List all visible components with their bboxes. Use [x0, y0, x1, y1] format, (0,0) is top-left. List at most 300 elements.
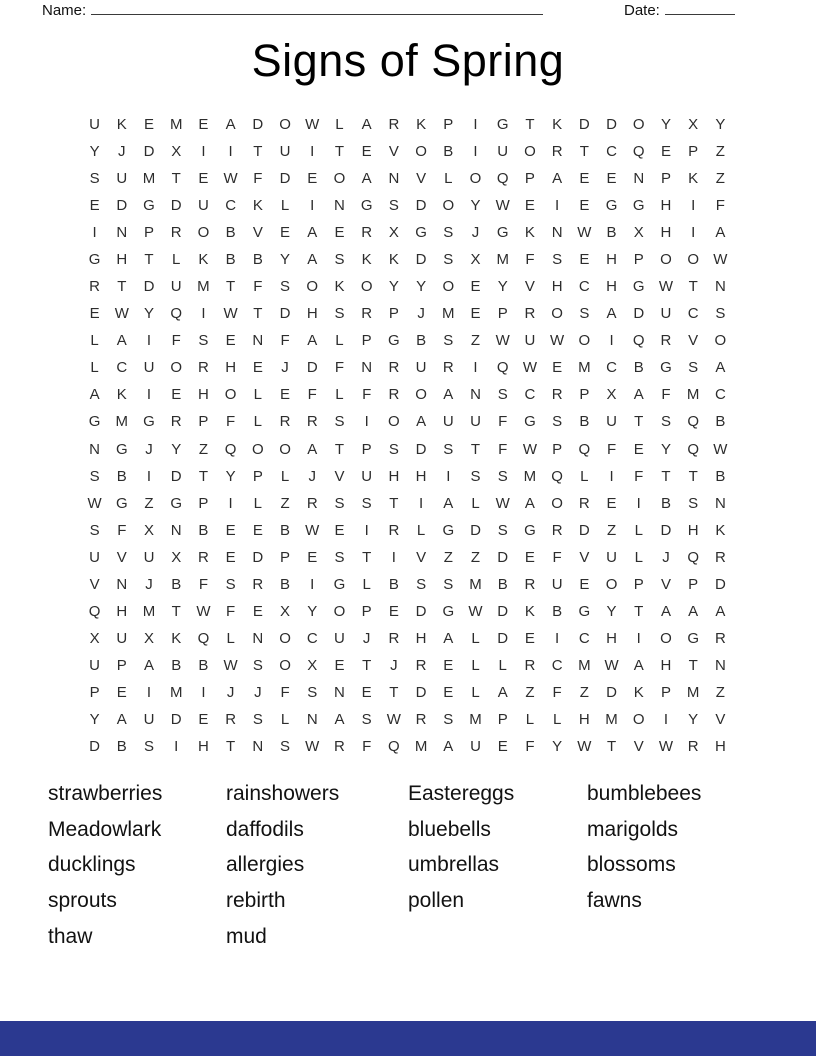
grid-letter: D — [170, 467, 182, 485]
grid-letter: G — [115, 494, 128, 512]
grid-letter: G — [88, 413, 101, 431]
grid-letter: N — [170, 521, 182, 539]
grid-letter: E — [606, 494, 617, 512]
grid-letter: W — [522, 440, 538, 458]
grid-letter: B — [416, 332, 427, 350]
grid-letter: O — [578, 332, 591, 350]
grid-letter: G — [170, 494, 183, 512]
grid-letter: E — [524, 548, 535, 566]
grid-letter: E — [524, 197, 535, 215]
word-list-item: thaw — [48, 924, 93, 948]
grid-letter: U — [89, 116, 101, 134]
grid-letter: O — [660, 251, 672, 269]
grid-letter: O — [524, 143, 536, 161]
grid-letter: M — [142, 602, 156, 620]
grid-letter: R — [279, 413, 291, 431]
grid-letter: Q — [687, 440, 700, 458]
grid-letter: U — [143, 548, 155, 566]
grid-letter: O — [197, 224, 210, 242]
word-list-item: daffodils — [226, 817, 304, 841]
grid-letter: R — [306, 413, 318, 431]
grid-letter: E — [225, 332, 236, 350]
grid-letter: E — [334, 224, 345, 242]
grid-letter: S — [334, 251, 345, 269]
grid-letter: O — [632, 116, 645, 134]
grid-letter: D — [415, 602, 427, 620]
grid-letter: R — [306, 494, 318, 512]
grid-letter: L — [335, 386, 344, 404]
grid-letter: U — [497, 143, 509, 161]
grid-letter: S — [715, 305, 726, 323]
date-block — [624, 1, 735, 19]
grid-letter: I — [201, 143, 206, 161]
grid-letter: U — [361, 467, 373, 485]
grid-letter: B — [388, 575, 399, 593]
grid-letter: V — [416, 170, 427, 188]
grid-letter: C — [606, 359, 617, 377]
grid-letter: P — [198, 494, 209, 512]
grid-letter: B — [171, 656, 182, 674]
grid-letter: N — [252, 332, 264, 350]
grid-letter: G — [578, 602, 591, 620]
word-list-column — [587, 776, 757, 955]
grid-letter: U — [551, 575, 563, 593]
word-list — [48, 776, 778, 955]
word-list-item: pollen — [408, 889, 465, 913]
grid-letter: A — [144, 656, 155, 674]
grid-letter: E — [443, 683, 454, 701]
grid-letter: T — [688, 278, 698, 296]
grid-letter: N — [714, 656, 726, 674]
grid-letter: S — [443, 224, 454, 242]
grid-letter: T — [253, 305, 263, 323]
grid-letter: B — [225, 224, 236, 242]
grid-letter: O — [415, 386, 427, 404]
grid-letter: M — [115, 413, 129, 431]
grid-letter: E — [307, 170, 318, 188]
grid-letter: H — [606, 629, 617, 647]
grid-letter: Q — [632, 332, 645, 350]
grid-letter: N — [252, 629, 264, 647]
grid-letter: T — [334, 143, 345, 161]
grid-letter: D — [279, 305, 291, 323]
grid-letter: H — [306, 305, 318, 323]
grid-letter: I — [663, 710, 669, 728]
grid-letter: L — [634, 521, 643, 539]
grid-letter: S — [388, 197, 399, 215]
grid-letter: K — [552, 116, 563, 134]
grid-letter: H — [551, 278, 563, 296]
grid-letter: B — [660, 494, 671, 512]
grid-letter: E — [388, 602, 399, 620]
grid-letter: T — [171, 170, 181, 188]
grid-letter: G — [115, 440, 128, 458]
grid-letter: U — [524, 332, 536, 350]
grid-letter: Z — [144, 494, 154, 512]
grid-letter: M — [414, 737, 428, 755]
grid-letter: L — [172, 251, 181, 269]
grid-letter: B — [171, 575, 182, 593]
grid-letter: I — [691, 224, 696, 242]
grid-letter: R — [524, 575, 536, 593]
grid-letter: E — [361, 143, 372, 161]
grid-letter: S — [497, 521, 508, 539]
grid-letter: D — [116, 197, 128, 215]
grid-letter: G — [143, 197, 155, 215]
grid-letter: W — [495, 332, 510, 350]
grid-letter: A — [443, 737, 454, 755]
grid-letter: H — [225, 359, 237, 377]
grid-letter: U — [116, 629, 128, 647]
grid-letter: D — [170, 197, 182, 215]
grid-letter: B — [715, 413, 726, 431]
grid-letter: J — [362, 629, 371, 647]
grid-letter: P — [633, 251, 644, 269]
word-list-item: mud — [226, 924, 267, 948]
grid-letter: R — [415, 710, 427, 728]
word-list-item: allergies — [226, 853, 305, 877]
grid-letter: R — [225, 710, 237, 728]
grid-letter: Y — [89, 710, 100, 728]
word-list-item: fawns — [587, 889, 642, 913]
grid-letter: A — [116, 332, 127, 350]
grid-letter: W — [495, 494, 510, 512]
grid-letter: K — [633, 683, 644, 701]
grid-letter: L — [471, 683, 480, 701]
grid-letter: A — [89, 386, 100, 404]
grid-letter: R — [388, 116, 400, 134]
grid-letter: L — [90, 359, 99, 377]
grid-letter: X — [171, 143, 182, 161]
grid-letter: D — [306, 359, 318, 377]
grid-letter: O — [333, 170, 346, 188]
grid-letter: R — [388, 386, 400, 404]
grid-letter: N — [388, 170, 400, 188]
grid-letter: E — [144, 116, 155, 134]
grid-letter: D — [497, 629, 509, 647]
grid-letter: O — [333, 602, 346, 620]
grid-letter: C — [606, 143, 617, 161]
name-block — [42, 1, 543, 19]
grid-letter: R — [687, 737, 699, 755]
grid-letter: N — [714, 494, 726, 512]
grid-letter: E — [198, 170, 209, 188]
grid-letter: Q — [496, 359, 509, 377]
grid-letter: V — [633, 737, 644, 755]
grid-letter: B — [606, 224, 617, 242]
grid-letter: S — [388, 440, 399, 458]
grid-letter: I — [146, 683, 152, 701]
grid-letter: A — [307, 224, 318, 242]
grid-letter: F — [552, 548, 562, 566]
grid-letter: K — [688, 170, 699, 188]
grid-letter: W — [223, 170, 238, 188]
grid-letter: Z — [525, 683, 535, 701]
grid-letter: J — [308, 467, 317, 485]
grid-letter: B — [497, 575, 508, 593]
grid-letter: Y — [552, 737, 563, 755]
grid-letter: M — [469, 575, 482, 593]
grid-letter: I — [636, 629, 641, 647]
grid-letter: I — [146, 332, 152, 350]
name-fill-line[interactable] — [91, 1, 543, 15]
grid-letter: K — [334, 278, 345, 296]
grid-letter: S — [361, 494, 372, 512]
grid-letter: B — [633, 359, 644, 377]
grid-letter: A — [497, 683, 508, 701]
grid-letter: Y — [470, 197, 481, 215]
grid-letter: S — [688, 494, 699, 512]
grid-letter: H — [198, 386, 209, 404]
grid-letter: P — [633, 575, 644, 593]
grid-letter: Q — [551, 467, 563, 485]
grid-letter: F — [525, 737, 535, 755]
grid-letter: Y — [388, 278, 399, 296]
grid-letter: V — [334, 467, 345, 485]
grid-letter: E — [198, 710, 209, 728]
grid-letter: V — [660, 575, 671, 593]
grid-letter: T — [688, 656, 698, 674]
grid-letter: J — [390, 656, 398, 674]
grid-letter: G — [524, 413, 536, 431]
grid-letter: I — [419, 494, 424, 512]
grid-letter: K — [524, 224, 535, 242]
grid-letter: R — [578, 494, 590, 512]
grid-letter: W — [305, 737, 320, 755]
grid-letter: A — [552, 170, 563, 188]
grid-letter: B — [252, 251, 263, 269]
grid-letter: E — [89, 197, 100, 215]
grid-letter: Q — [224, 440, 237, 458]
grid-letter: S — [497, 467, 508, 485]
grid-letter: G — [524, 521, 536, 539]
grid-letter: M — [578, 656, 591, 674]
grid-letter: B — [280, 575, 291, 593]
grid-letter: S — [552, 251, 563, 269]
grid-letter: K — [116, 386, 127, 404]
grid-letter: S — [334, 305, 345, 323]
grid-letter: P — [361, 602, 372, 620]
grid-letter: P — [361, 332, 372, 350]
grid-letter: U — [143, 710, 155, 728]
grid-letter: U — [470, 737, 481, 755]
grid-letter: M — [142, 170, 156, 188]
grid-letter: H — [606, 278, 617, 296]
grid-letter: Y — [89, 143, 100, 161]
grid-letter: S — [144, 737, 155, 755]
grid-letter: G — [687, 629, 700, 647]
grid-letter: F — [334, 359, 345, 377]
word-list-column — [226, 776, 408, 955]
grid-letter: S — [443, 251, 454, 269]
grid-letter: V — [116, 548, 127, 566]
grid-letter: D — [143, 278, 155, 296]
grid-letter: P — [579, 386, 590, 404]
grid-letter: S — [334, 413, 345, 431]
grid-letter: J — [281, 359, 289, 377]
grid-letter: Y — [660, 440, 671, 458]
grid-letter: L — [525, 710, 535, 728]
grid-letter: A — [116, 710, 127, 728]
grid-letter: G — [496, 116, 509, 134]
grid-letter: T — [688, 467, 698, 485]
footer-bar — [0, 1021, 816, 1056]
grid-letter: T — [226, 737, 236, 755]
grid-letter: B — [280, 521, 291, 539]
grid-letter: M — [605, 710, 618, 728]
grid-letter: S — [361, 710, 372, 728]
grid-letter: F — [307, 386, 317, 404]
grid-letter: B — [715, 467, 726, 485]
grid-letter: L — [253, 386, 263, 404]
date-label: Date: — [624, 2, 660, 19]
grid-letter: W — [577, 224, 592, 242]
grid-letter: R — [361, 305, 373, 323]
grid-letter: G — [605, 197, 618, 215]
grid-letter: H — [198, 737, 209, 755]
grid-letter: R — [198, 548, 209, 566]
grid-letter: W — [658, 278, 674, 296]
grid-letter: A — [660, 602, 671, 620]
grid-letter: N — [306, 710, 318, 728]
grid-letter: V — [524, 278, 535, 296]
grid-letter: S — [89, 170, 100, 188]
word-list-item: umbrellas — [408, 853, 500, 877]
grid-letter: E — [633, 440, 644, 458]
grid-letter: Z — [470, 332, 481, 350]
grid-letter: R — [714, 548, 726, 566]
grid-letter: P — [361, 440, 372, 458]
grid-letter: K — [116, 116, 127, 134]
grid-letter: Q — [170, 305, 183, 323]
grid-letter: Q — [687, 548, 700, 566]
grid-letter: D — [415, 197, 427, 215]
grid-letter: E — [579, 251, 590, 269]
grid-letter: W — [604, 656, 619, 674]
grid-letter: F — [253, 170, 263, 188]
grid-letter: U — [470, 413, 481, 431]
grid-letter: A — [307, 251, 318, 269]
grid-letter: N — [551, 224, 563, 242]
grid-letter: X — [470, 251, 481, 269]
grid-letter: V — [89, 575, 100, 593]
grid-letter: A — [715, 359, 726, 377]
grid-letter: X — [280, 602, 291, 620]
date-fill-line[interactable] — [665, 1, 735, 15]
grid-letter: V — [388, 143, 399, 161]
grid-letter: D — [606, 683, 617, 701]
grid-letter: S — [198, 332, 209, 350]
grid-letter: R — [170, 413, 182, 431]
grid-letter: D — [714, 575, 726, 593]
grid-letter: G — [388, 332, 400, 350]
grid-letter: S — [443, 332, 454, 350]
grid-letter: D — [415, 683, 427, 701]
grid-letter: I — [228, 494, 233, 512]
grid-letter: L — [444, 170, 453, 188]
grid-letter: F — [280, 683, 290, 701]
grid-letter: F — [226, 413, 236, 431]
grid-letter: D — [415, 440, 427, 458]
grid-letter: H — [578, 710, 590, 728]
grid-letter: J — [254, 683, 262, 701]
grid-letter: W — [577, 737, 592, 755]
grid-letter: L — [280, 197, 290, 215]
grid-letter: E — [252, 359, 263, 377]
grid-letter: S — [252, 710, 263, 728]
grid-letter: G — [333, 575, 346, 593]
grid-letter: T — [226, 278, 236, 296]
grid-letter: N — [334, 683, 345, 701]
grid-letter: X — [307, 656, 318, 674]
grid-letter: S — [307, 683, 318, 701]
grid-letter: J — [471, 224, 480, 242]
grid-letter: O — [252, 440, 264, 458]
grid-letter: S — [470, 467, 481, 485]
grid-letter: P — [198, 413, 209, 431]
grid-letter: Y — [144, 305, 155, 323]
grid-letter: D — [470, 521, 481, 539]
grid-letter: J — [226, 683, 235, 701]
grid-letter: S — [89, 467, 100, 485]
grid-letter: I — [228, 143, 233, 161]
grid-letter: B — [552, 602, 563, 620]
grid-letter: U — [116, 170, 128, 188]
grid-letter: R — [442, 359, 454, 377]
grid-letter: G — [632, 278, 645, 296]
grid-letter: D — [252, 548, 264, 566]
grid-letter: D — [415, 251, 427, 269]
grid-letter: N — [252, 737, 264, 755]
grid-letter: G — [143, 413, 155, 431]
grid-letter: A — [443, 386, 454, 404]
grid-letter: I — [174, 737, 179, 755]
grid-letter: Y — [497, 278, 508, 296]
grid-letter: E — [307, 548, 318, 566]
grid-letter: U — [442, 413, 454, 431]
grid-letter: A — [307, 332, 318, 350]
grid-letter: L — [226, 629, 235, 647]
grid-letter: O — [632, 710, 645, 728]
grid-letter: A — [688, 602, 699, 620]
grid-letter: W — [87, 494, 102, 512]
grid-letter: L — [362, 575, 371, 593]
grid-letter: A — [307, 440, 318, 458]
grid-letter: Q — [88, 602, 101, 620]
grid-letter: S — [252, 656, 263, 674]
grid-letter: U — [334, 629, 345, 647]
grid-letter: A — [225, 116, 236, 134]
grid-letter: E — [579, 197, 590, 215]
grid-letter: E — [579, 575, 590, 593]
grid-letter: P — [144, 224, 155, 242]
grid-letter: K — [252, 197, 263, 215]
grid-letter: Z — [198, 440, 209, 458]
grid-letter: Y — [606, 602, 617, 620]
grid-letter: N — [633, 170, 645, 188]
grid-letter: O — [279, 440, 291, 458]
grid-letter: T — [171, 602, 181, 620]
grid-letter: A — [633, 386, 644, 404]
grid-letter: I — [555, 629, 560, 647]
grid-letter: F — [117, 521, 127, 539]
grid-letter: F — [226, 602, 236, 620]
grid-letter: W — [223, 656, 238, 674]
grid-letter: X — [388, 224, 399, 242]
grid-letter: S — [688, 359, 699, 377]
grid-letter: N — [361, 359, 373, 377]
word-list-item: Eastereggs — [408, 782, 515, 805]
